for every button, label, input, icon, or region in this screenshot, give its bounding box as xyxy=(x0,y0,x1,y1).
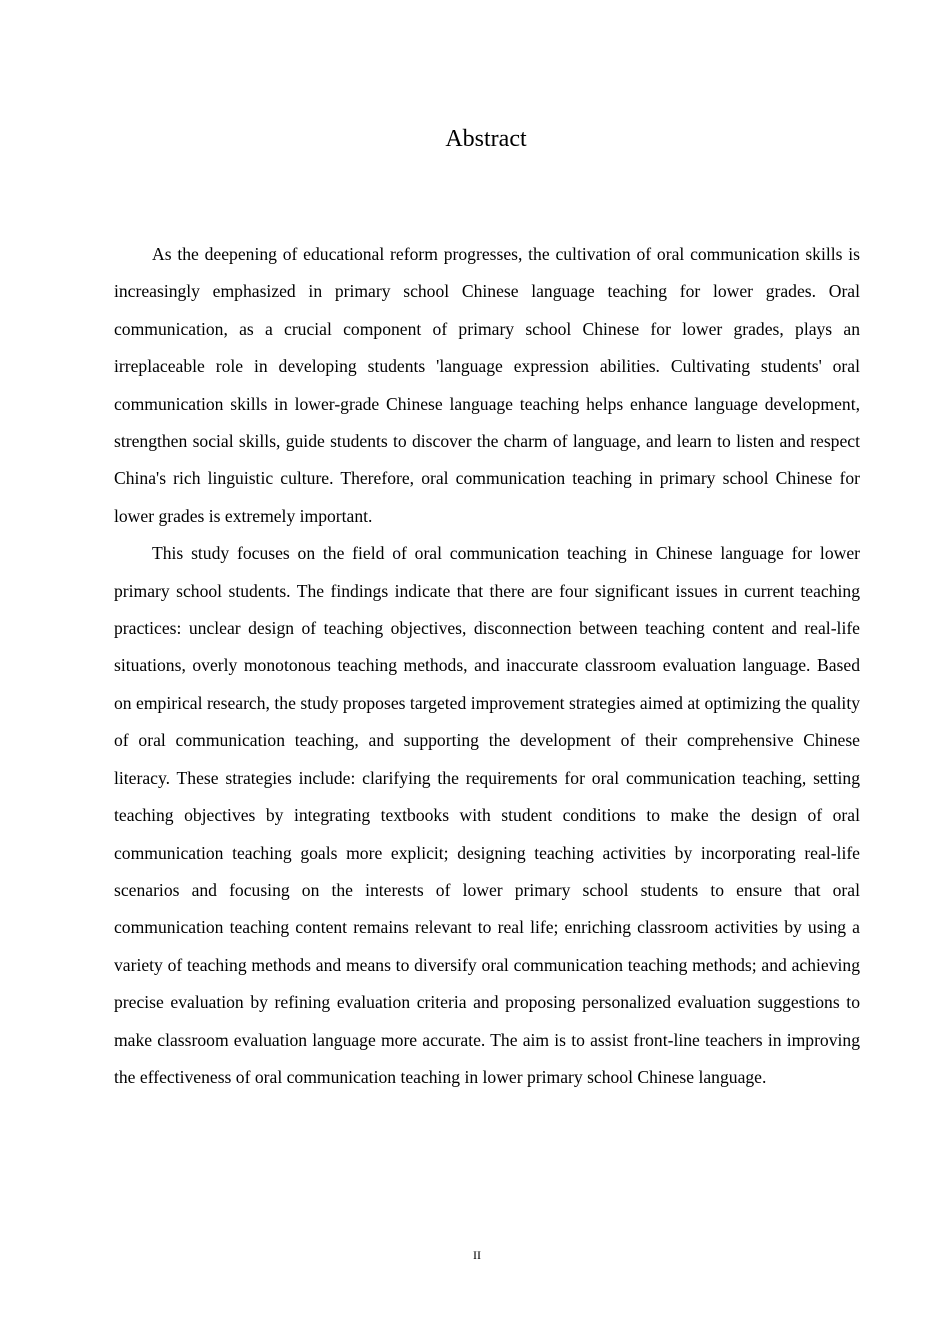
abstract-paragraph-1: As the deepening of educational reform progresses, the cultivation of oral communication skills is increasingly emphasized in primary school Chinese language teaching for lower grades. Oral communication, as a crucial component of primary school Chinese for lower grades, plays an irreplaceable role in developing students 'language expression abilities. Cultivating students' oral communication skills in lower-grade Chinese language teaching helps enhance language development, strengthen social skills, guide students to discover the charm of language, and learn to listen and respect China's rich linguistic culture. Therefore, oral communication teaching in primary school Chinese for lower grades is extremely important. xyxy=(114,244,860,526)
page-number: II xyxy=(473,1248,481,1262)
abstract-body xyxy=(114,236,860,1096)
page-title: Abstract xyxy=(445,126,527,152)
abstract-paragraph-2: This study focuses on the field of oral communication teaching in Chinese language for lower primary school students. The findings indicate that there are four significant issues in current teaching practices: unclear design of teaching objectives, disconnection between teaching content and real-life situations, overly monotonous teaching methods, and inaccurate classroom evaluation language. Based on empirical research, the study proposes targeted improvement strategies aimed at optimizing the quality of oral communication teaching, and supporting the development of their comprehensive Chinese literacy. These strategies include: clarifying the requirements for oral communication teaching, setting teaching objectives by integrating textbooks with student conditions to make the design of oral communication teaching goals more explicit; designing teaching activities by incorporating real-life scenarios and focusing on the interests of lower primary school students to ensure that oral communication teaching content remains relevant to real life; enriching classroom activities by using a variety of teaching methods and means to diversify oral communication teaching methods; and achieving precise evaluation by refining evaluation criteria and proposing personalized evaluation suggestions to make classroom evaluation language more accurate. The aim is to assist front-line teachers in improving the effectiveness of oral communication teaching in lower primary school Chinese language. xyxy=(114,543,860,1087)
